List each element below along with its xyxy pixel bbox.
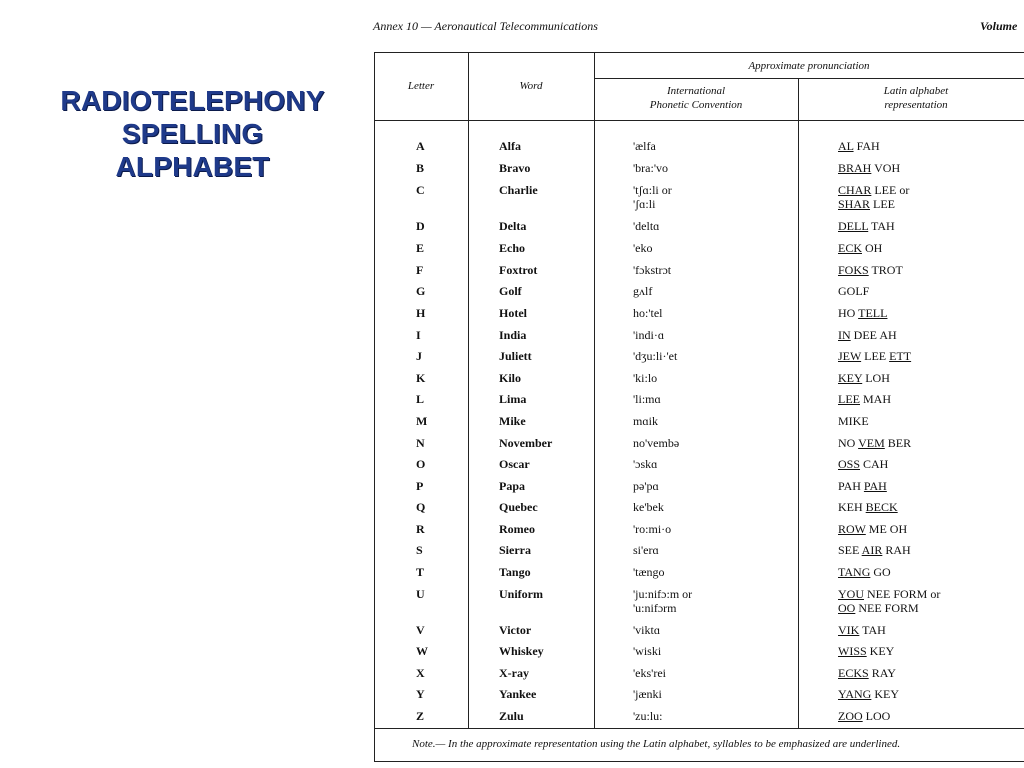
- row-latin: [838, 479, 887, 493]
- row-latin: [838, 687, 899, 701]
- row-letter: J: [416, 349, 422, 363]
- stressed-syllable: BRAH: [838, 161, 872, 175]
- row-word: Mike: [499, 414, 526, 428]
- row-latin-line: [838, 139, 880, 153]
- syllable: NEE FORM or: [864, 587, 941, 601]
- syllable: ME OH: [865, 522, 908, 536]
- row-ipa: [633, 161, 668, 175]
- row-letter: L: [416, 392, 425, 406]
- row-letter: R: [416, 522, 425, 536]
- row-letter: C: [416, 183, 425, 197]
- stressed-syllable: ZOO: [838, 709, 863, 723]
- syllable: LOH: [862, 371, 890, 385]
- row-word: November: [499, 436, 553, 450]
- stressed-syllable: IN: [838, 328, 851, 342]
- syllable: CAH: [860, 457, 889, 471]
- stressed-syllable: BECK: [865, 500, 898, 514]
- row-ipa-line: 'indi·ɑ: [633, 328, 665, 342]
- stressed-syllable: ROW: [838, 522, 866, 536]
- row-latin: [838, 241, 882, 255]
- row-ipa: [633, 219, 659, 233]
- column-header-ipa: [594, 84, 798, 112]
- row-latin: [838, 139, 880, 153]
- row-ipa-line: mɑik: [633, 414, 658, 428]
- row-latin: [838, 263, 903, 277]
- row-latin: [838, 349, 911, 363]
- row-ipa: [633, 371, 657, 385]
- syllable: HO: [838, 306, 859, 320]
- row-ipa: [633, 392, 661, 406]
- stressed-syllable: ECK: [838, 241, 862, 255]
- document-header: Annex 10 — Aeronautical Telecommunications: [373, 19, 598, 33]
- row-latin-line: [838, 644, 894, 658]
- stressed-syllable: PAH: [863, 479, 887, 493]
- row-letter: N: [416, 436, 425, 450]
- row-latin-line: [838, 601, 940, 615]
- row-latin: [838, 284, 869, 298]
- row-letter: U: [416, 587, 425, 601]
- document-volume-label: Volume: [980, 19, 1018, 33]
- syllable: RAY: [868, 666, 896, 680]
- syllable: LEE or: [871, 183, 910, 197]
- row-letter: O: [416, 457, 426, 471]
- row-latin-line: [838, 219, 895, 233]
- row-latin: [838, 623, 886, 637]
- row-latin-line: [838, 197, 909, 211]
- syllable: TAH: [868, 219, 895, 233]
- row-latin: [838, 219, 895, 233]
- row-word: Bravo: [499, 161, 531, 175]
- row-letter: P: [416, 479, 424, 493]
- row-letter: D: [416, 219, 425, 233]
- row-word: Foxtrot: [499, 263, 538, 277]
- slide-title-line: ALPHABET: [115, 151, 270, 182]
- row-letter: W: [416, 644, 428, 658]
- row-latin-line: [838, 457, 888, 471]
- row-latin-line: [838, 161, 900, 175]
- table-rule: [594, 52, 595, 728]
- row-letter: V: [416, 623, 425, 637]
- row-ipa-line: gʌlf: [633, 284, 653, 298]
- row-ipa-line: 'ro:mi·o: [633, 522, 672, 536]
- row-word: Papa: [499, 479, 526, 493]
- stressed-syllable: ETT: [889, 349, 912, 363]
- stressed-syllable: LEE: [838, 392, 860, 406]
- row-word: X-ray: [499, 666, 529, 680]
- table-rule: [468, 52, 469, 728]
- row-ipa-line: 'eko: [633, 241, 653, 255]
- row-letter: S: [416, 543, 423, 557]
- row-ipa: [633, 263, 671, 277]
- row-letter: M: [416, 414, 428, 428]
- column-header-latin: [798, 84, 1024, 112]
- row-ipa-line: 'ki:lo: [633, 371, 658, 385]
- row-ipa-line: 'li:mɑ: [633, 392, 661, 406]
- row-ipa: [633, 183, 672, 211]
- slide-title-line: SPELLING: [121, 118, 264, 149]
- syllable: SEE: [838, 543, 862, 557]
- row-ipa-line: 'ælfa: [633, 139, 656, 153]
- row-ipa-line: 'tængo: [633, 565, 665, 579]
- row-ipa: [633, 587, 692, 615]
- row-latin: [838, 587, 940, 615]
- row-ipa: [633, 479, 659, 493]
- row-ipa-line: 'jænki: [633, 687, 662, 701]
- row-latin-line: [838, 328, 897, 342]
- row-word: Whiskey: [499, 644, 544, 658]
- row-ipa-line: no'vembə: [633, 436, 680, 450]
- syllable: FAH: [853, 139, 880, 153]
- row-ipa: [633, 522, 671, 536]
- row-latin-line: [838, 623, 886, 637]
- row-ipa: [633, 666, 666, 680]
- row-latin-line: [838, 349, 911, 363]
- row-ipa-line: 'wiski: [633, 644, 662, 658]
- row-ipa-line: ke'bek: [633, 500, 664, 514]
- row-ipa: [633, 543, 659, 557]
- row-latin: [838, 565, 891, 579]
- syllable: MAH: [860, 392, 892, 406]
- row-latin: [838, 500, 898, 514]
- row-ipa: [633, 328, 664, 342]
- row-word: Yankee: [499, 687, 537, 701]
- row-letter: A: [416, 139, 425, 153]
- row-ipa: [633, 284, 652, 298]
- row-ipa-line: 'ju:nifɔ:m or: [633, 587, 693, 601]
- row-ipa: [633, 241, 653, 255]
- stressed-syllable: TANG: [838, 565, 871, 579]
- row-letter: X: [416, 666, 425, 680]
- row-latin-line: [838, 565, 891, 579]
- syllable: GO: [870, 565, 891, 579]
- column-header-latin-line: representation: [884, 99, 948, 111]
- row-word: Oscar: [499, 457, 530, 471]
- row-latin: [838, 183, 909, 211]
- row-ipa-line: 'viktɑ: [633, 623, 661, 637]
- column-header-ipa-line: Phonetic Convention: [649, 99, 743, 111]
- row-latin: [838, 161, 900, 175]
- row-ipa-line: si'erɑ: [633, 543, 659, 557]
- column-header-latin-line: Latin alphabet: [883, 85, 949, 97]
- stressed-syllable: AL: [838, 139, 854, 153]
- row-word: Sierra: [499, 543, 531, 557]
- stressed-syllable: TELL: [858, 306, 888, 320]
- syllable: KEY: [866, 644, 895, 658]
- row-latin-line: [838, 371, 890, 385]
- row-latin-line: [838, 183, 909, 197]
- syllable: NEE FORM: [855, 601, 919, 615]
- row-latin: [838, 457, 888, 471]
- row-word: Golf: [499, 284, 522, 298]
- row-ipa-line: 'ɔskɑ: [633, 457, 658, 471]
- row-ipa-line: 'bra:'vo: [633, 161, 668, 175]
- stressed-syllable: AIR: [861, 543, 883, 557]
- row-letter: H: [416, 306, 426, 320]
- stressed-syllable: VIK: [838, 623, 860, 637]
- column-header-letter: Letter: [407, 80, 435, 92]
- stressed-syllable: YOU: [838, 587, 864, 601]
- row-latin-line: [838, 500, 898, 514]
- row-ipa-line: pə'pɑ: [633, 479, 659, 493]
- row-latin-line: [838, 284, 869, 298]
- syllable: RAH: [882, 543, 911, 557]
- row-word: Juliett: [499, 349, 532, 363]
- row-latin-line: [838, 479, 887, 493]
- row-letter: I: [416, 328, 421, 342]
- stressed-syllable: SHAR: [838, 197, 871, 211]
- row-latin: [838, 371, 890, 385]
- row-latin-line: [838, 392, 891, 406]
- row-word: Lima: [499, 392, 527, 406]
- syllable: BER: [884, 436, 912, 450]
- row-ipa-line: 'eks'rei: [633, 666, 666, 680]
- row-letter: T: [416, 565, 425, 579]
- row-ipa: [633, 414, 658, 428]
- row-latin-line: [838, 666, 896, 680]
- row-word: Quebec: [499, 500, 538, 514]
- row-latin: [838, 522, 907, 536]
- stressed-syllable: ECKS: [838, 666, 869, 680]
- row-ipa: [633, 349, 677, 363]
- row-word: Zulu: [499, 709, 524, 723]
- row-latin-line: [838, 687, 899, 701]
- row-word: Alfa: [499, 139, 521, 153]
- syllable: PAH: [838, 479, 864, 493]
- syllable: OH: [862, 241, 883, 255]
- row-ipa-line: 'tʃɑ:li or: [633, 183, 672, 197]
- syllable: GOLF: [838, 284, 870, 298]
- row-latin: [838, 644, 894, 658]
- row-latin-line: [838, 263, 903, 277]
- row-ipa-line: 'fɔkstrɔt: [633, 263, 672, 277]
- row-letter: Q: [416, 500, 426, 514]
- table-rule: [594, 78, 1024, 79]
- row-word: Uniform: [499, 587, 543, 601]
- row-ipa-line: 'deltɑ: [633, 219, 660, 233]
- column-header-ipa-line: International: [666, 85, 726, 97]
- row-letter: K: [416, 371, 426, 385]
- row-letter: B: [416, 161, 425, 175]
- row-ipa-line: ho:'tel: [633, 306, 663, 320]
- syllable: KEH: [838, 500, 866, 514]
- slide-title-line: RADIOTELEPHONY: [60, 85, 325, 116]
- row-letter: E: [416, 241, 425, 255]
- syllable: LEE: [870, 197, 896, 211]
- row-ipa: [633, 139, 656, 153]
- stressed-syllable: KEY: [838, 371, 863, 385]
- row-ipa-line: 'u:nifɔrm: [633, 601, 677, 615]
- stressed-syllable: CHAR: [838, 183, 872, 197]
- row-latin: [838, 543, 911, 557]
- row-letter: F: [416, 263, 424, 277]
- syllable: MIKE: [838, 414, 869, 428]
- row-word: Delta: [499, 219, 527, 233]
- stressed-syllable: WISS: [838, 644, 867, 658]
- alphabet-table-frame: [374, 52, 1024, 762]
- row-word: Romeo: [499, 522, 535, 536]
- row-ipa: [633, 500, 664, 514]
- row-ipa-line: 'dʒu:li·'et: [633, 349, 678, 363]
- row-latin: [838, 709, 890, 723]
- row-ipa-line: 'ʃɑ:li: [633, 197, 656, 211]
- stressed-syllable: YANG: [838, 687, 872, 701]
- row-ipa: [633, 306, 663, 320]
- row-ipa: [633, 565, 665, 579]
- syllable: VOH: [871, 161, 901, 175]
- stressed-syllable: JEW: [838, 349, 862, 363]
- stressed-syllable: DELL: [838, 219, 869, 233]
- syllable: LEE: [861, 349, 890, 363]
- stressed-syllable: OSS: [838, 457, 861, 471]
- row-ipa: [633, 687, 662, 701]
- row-word: Echo: [499, 241, 526, 255]
- row-letter: Z: [416, 709, 425, 723]
- row-ipa: [633, 436, 679, 450]
- column-header-approx: Approximate pronunciation: [748, 60, 870, 72]
- row-latin: [838, 666, 896, 680]
- stressed-syllable: VEM: [858, 436, 885, 450]
- row-ipa: [633, 623, 660, 637]
- syllable: NO: [838, 436, 859, 450]
- row-letter: G: [416, 284, 426, 298]
- row-latin-line: [838, 587, 940, 601]
- syllable: DEE AH: [850, 328, 897, 342]
- row-latin: [838, 328, 897, 342]
- syllable: KEY: [871, 687, 900, 701]
- row-latin: [838, 414, 869, 428]
- table-rule: [798, 78, 799, 728]
- syllable: TROT: [868, 263, 903, 277]
- row-latin-line: [838, 522, 907, 536]
- column-header-word: Word: [519, 80, 543, 92]
- row-letter: Y: [416, 687, 425, 701]
- table-note: Note.— In the approximate representation using the Latin alphabet, syllables to be emphasized are underlined.: [412, 738, 901, 750]
- row-ipa: [633, 709, 663, 723]
- row-latin-line: [838, 436, 911, 450]
- syllable: TAH: [859, 623, 886, 637]
- row-latin: [838, 306, 887, 320]
- row-ipa: [633, 457, 657, 471]
- row-word: Victor: [499, 623, 532, 637]
- row-word: Tango: [499, 565, 531, 579]
- row-latin-line: [838, 414, 869, 428]
- row-latin-line: [838, 306, 887, 320]
- row-ipa-line: 'zu:lu:: [633, 709, 663, 723]
- syllable: LOO: [862, 709, 891, 723]
- row-latin-line: [838, 709, 890, 723]
- table-rule: [374, 728, 1024, 729]
- row-latin-line: [838, 543, 911, 557]
- row-ipa: [633, 644, 661, 658]
- stressed-syllable: OO: [838, 601, 856, 615]
- row-latin-line: [838, 241, 882, 255]
- row-word: Hotel: [499, 306, 527, 320]
- stressed-syllable: FOKS: [838, 263, 869, 277]
- table-rule: [374, 120, 1024, 121]
- row-word: Kilo: [499, 371, 522, 385]
- row-latin: [838, 436, 911, 450]
- row-latin: [838, 392, 891, 406]
- row-word: India: [499, 328, 527, 342]
- row-word: Charlie: [499, 183, 538, 197]
